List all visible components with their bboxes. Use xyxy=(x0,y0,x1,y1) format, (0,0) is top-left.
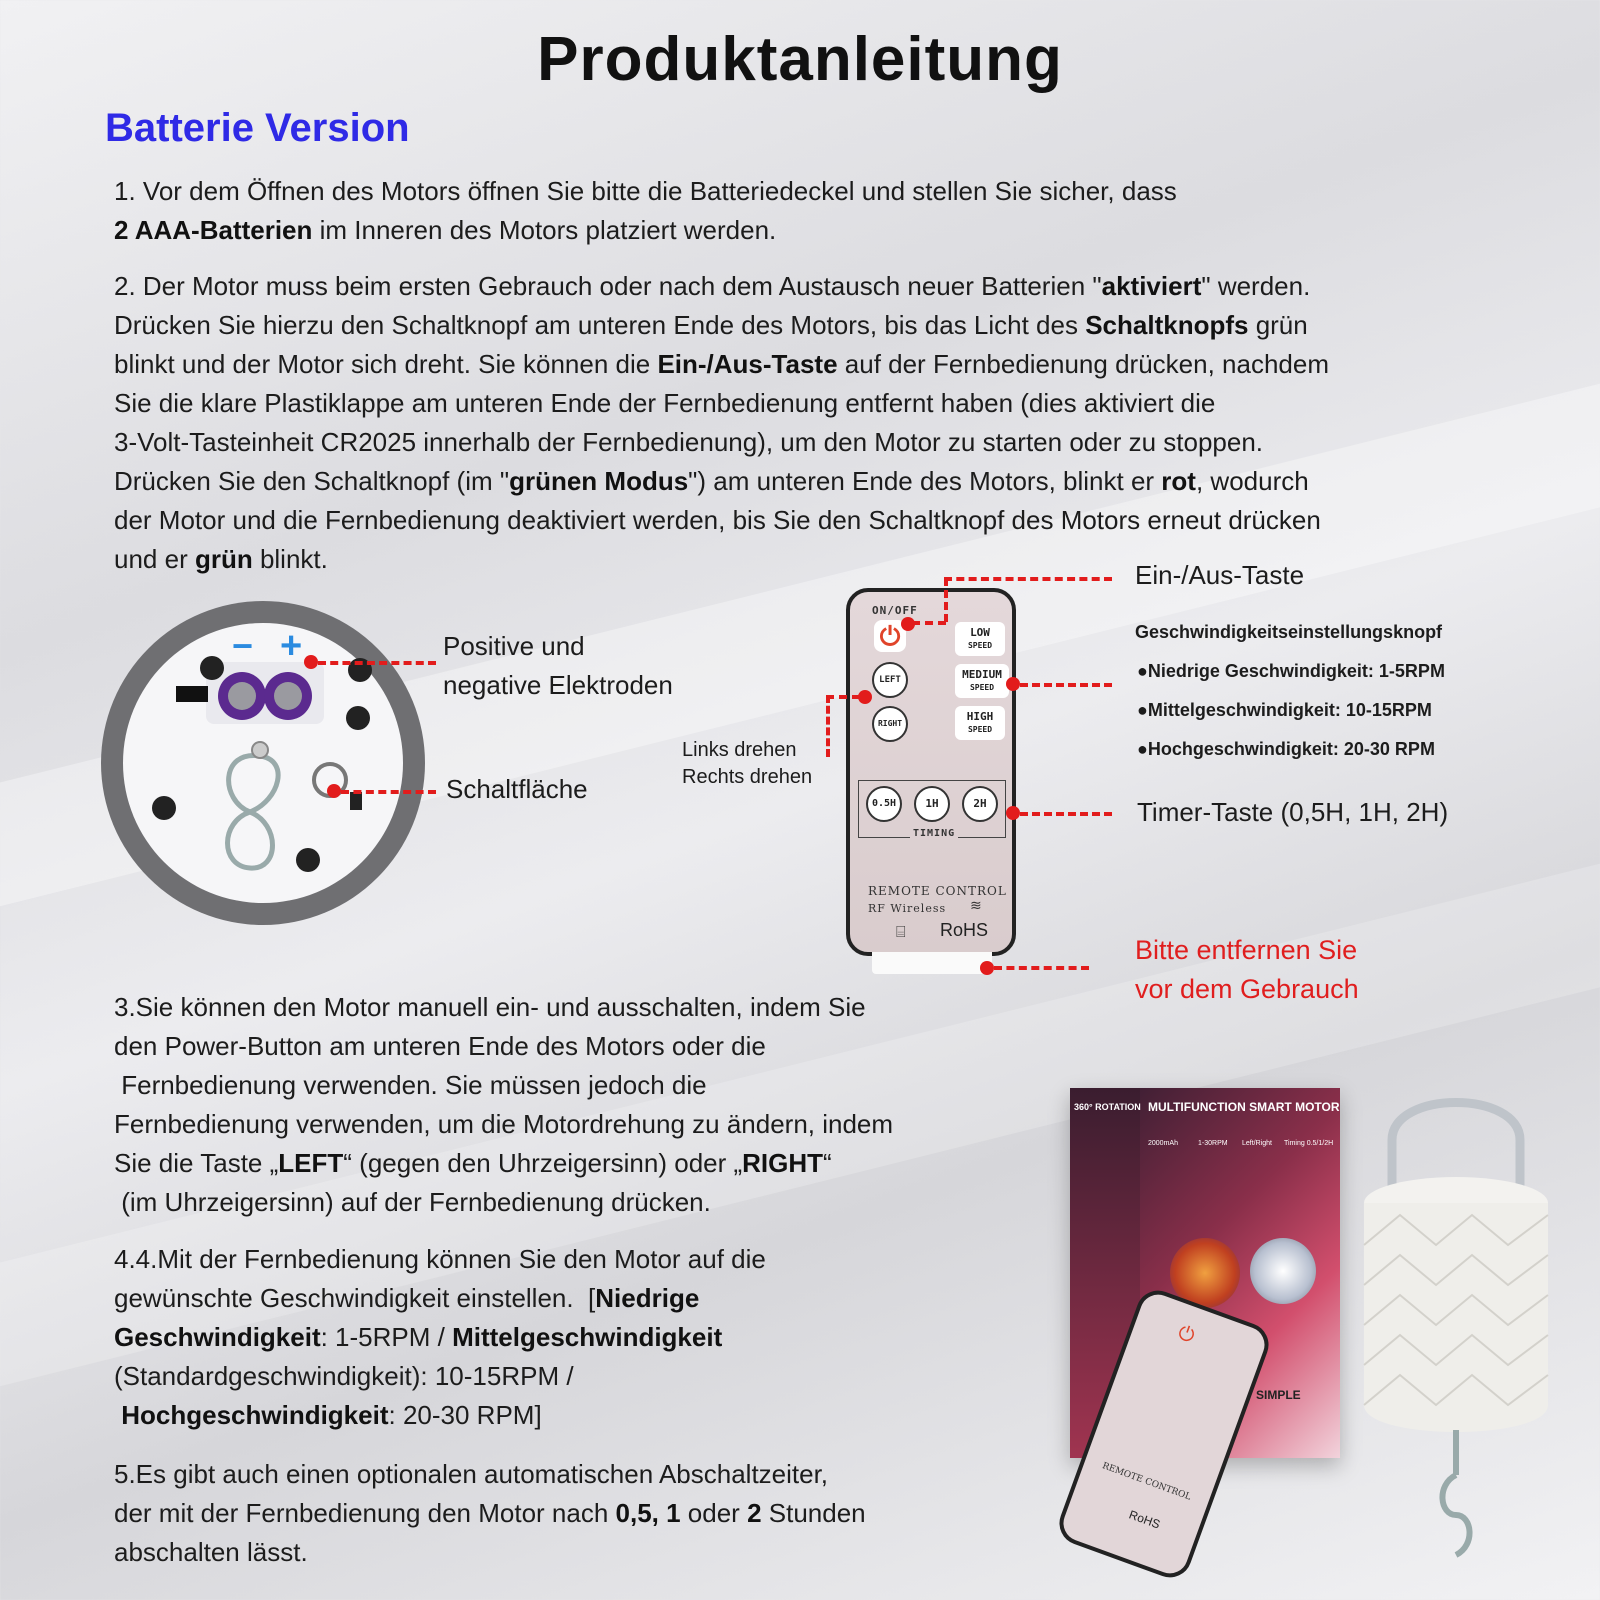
timer-1h-button[interactable]: 1H xyxy=(914,786,950,822)
trash-bin-icon: ⌸ xyxy=(896,922,907,941)
speed-mid-label: ●Mittelgeschwindigkeit: 10-15RPM xyxy=(1137,700,1432,720)
remove-marker xyxy=(980,961,994,975)
electrode-callout-line xyxy=(318,661,436,665)
power-icon: ⏻ xyxy=(1175,1321,1198,1348)
wifi-icon: ≋ xyxy=(970,898,983,914)
onoff-label: Ein-/Aus-Taste xyxy=(1135,560,1305,590)
button-area-callout-line xyxy=(341,790,436,794)
onoff-callout-line xyxy=(944,577,1112,581)
timer-05h-button[interactable]: 0.5H xyxy=(866,786,902,822)
remote-control: ON/OFF ⏻ LOW SPEED MEDIUM SPEED HIGH SPEED LEFT RIGHT 0.5H 1H 2H TIMING REMOTE CONTROL RF Wireless ≋ ⌸ RoHS xyxy=(846,588,1016,956)
electrodes-label: Positive und negative Elektroden xyxy=(443,631,673,700)
step-5: 5.Es gibt auch einen optionalen automatischen Abschaltzeiter, der mit der Fernbedienung den Motor nach 0,5, 1 oder 2 Stunden abschalten lässt. xyxy=(114,1459,866,1567)
rotate-callout-line xyxy=(826,695,830,757)
plus-sign: + xyxy=(280,625,303,667)
speed-high-label: ●Hochgeschwindigkeit: 20-30 RPM xyxy=(1137,739,1435,759)
rotate-marker xyxy=(858,690,872,704)
plastic-tab xyxy=(872,952,992,974)
section-subtitle: Batterie Version xyxy=(105,106,410,150)
remove-label: Bitte entfernen Sie vor dem Gebrauch xyxy=(1135,935,1359,1004)
page-title: Produktanleitung xyxy=(537,25,1063,94)
motor-product-image xyxy=(1340,1085,1570,1565)
timer-marker xyxy=(1006,806,1020,820)
low-speed-button[interactable]: LOW SPEED xyxy=(955,622,1005,656)
step-1: 1. Vor dem Öffnen des Motors öffnen Sie bitte die Batteriedeckel und stellen Sie sicher, dass 2 AAA-Batterien im Inneren des Motors platziert werden. xyxy=(114,176,1177,245)
speed-callout-line xyxy=(1020,683,1112,687)
rotate-callout-line xyxy=(826,695,860,699)
high-speed-button[interactable]: HIGH SPEED xyxy=(955,706,1005,740)
motor-bottom-view xyxy=(100,600,430,930)
medium-speed-button[interactable]: MEDIUM SPEED xyxy=(955,664,1009,698)
timer-label: Timer-Taste (0,5H, 1H, 2H) xyxy=(1137,797,1449,827)
onoff-callout-line xyxy=(912,621,946,625)
disco-ball xyxy=(1250,1238,1316,1304)
product-box: 360° ROTATION MULTIFUNCTION SMART MOTOR 2000mAh 1-30RPM Left/Right Timing 0.5/1/2H SIMPLE xyxy=(1070,1088,1340,1458)
speed-marker xyxy=(1006,677,1020,691)
onoff-callout-line xyxy=(944,578,948,622)
rotate-label: Links drehen Rechts drehen xyxy=(682,739,813,788)
button-area-marker xyxy=(327,784,341,798)
minus-sign: − xyxy=(232,625,254,666)
remove-callout-line xyxy=(994,966,1089,970)
step-3: 3.Sie können den Motor manuell ein- und ausschalten, indem Sie den Power-Button am unteren Ende des Motors oder die Fernbedienung verwenden. Sie müssen jedoch die Fernbedienung verwenden, um die Motordrehung zu ändern, indem Sie die Taste „LEFT“ (gegen den Uhrzeigersinn) oder „RIGHT“ (im Uhrzeigersinn) auf der Fernbedienung drücken. xyxy=(114,992,894,1217)
step-4: 4.4.Mit der Fernbedienung können Sie den Motor auf die gewünschte Geschwindigkeit einstellen. [Niedrige Geschwindigkeit: 1-5RPM / Mittelgeschwindigkeit (Standardgeschwindigkeit): 10-15RPM / Hochgeschwindigkeit: 20-30 RPM] xyxy=(114,1244,766,1430)
button-area-label: Schaltfläche xyxy=(446,774,588,804)
timer-2h-button[interactable]: 2H xyxy=(962,786,998,822)
timer-callout-line xyxy=(1020,812,1112,816)
tilted-remote: ⏻ REMOTE CONTROL RoHS xyxy=(1053,1284,1274,1583)
step-2: 2. Der Motor muss beim ersten Gebrauch oder nach dem Austausch neuer Batterien "aktiviert" werden. Drücken Sie hierzu den Schaltknopf am unteren Ende des Motors, bis das Licht des Schaltknopfs grün blinkt und der Motor sich dreht. Sie können die Ein-/Aus-Taste auf der Fernbedienung drücken, nachdem Sie die klare Plastiklappe am unteren Ende der Fernbedienung entfernt haben (dies aktiviert die 3-Volt-Tasteinheit CR2025 innerhalb der Fernbedienung), um den Motor zu starten oder zu stoppen. Drücken Sie den Schaltknopf (im "grünen Modus") am unteren Ende des Motors, blinkt er rot, wodurch der Motor und die Fernbedienung deaktiviert werden, bis Sie den Schaltknopf des Motors erneut drücken und er grün blinkt. xyxy=(114,271,1329,574)
speed-low-label: ●Niedrige Geschwindigkeit: 1-5RPM xyxy=(1137,661,1445,681)
electrode-marker xyxy=(304,655,318,669)
rotate-right-button[interactable]: RIGHT xyxy=(872,706,908,742)
speed-knob-label: Geschwindigkeitseinstellungsknopf xyxy=(1135,622,1443,642)
rotate-left-button[interactable]: LEFT xyxy=(872,662,908,698)
power-icon[interactable]: ⏻ xyxy=(874,620,906,652)
